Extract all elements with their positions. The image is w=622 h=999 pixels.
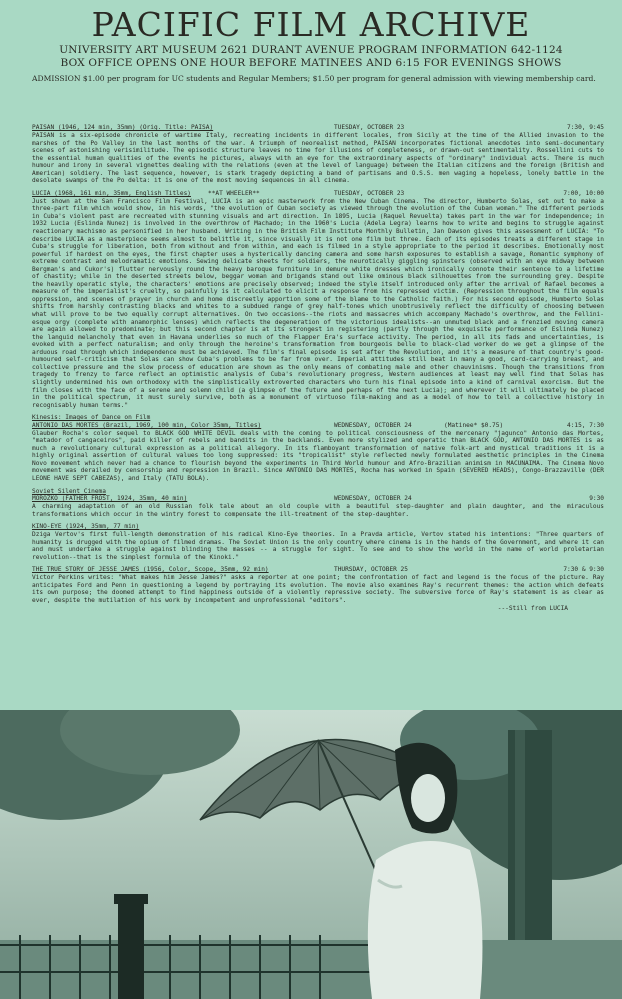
film-title: PAISAN (1946, 124 min, 35mm) (Orig. Title: PAISA) [32, 124, 214, 131]
film-description: Just shown at the San Francisco Film Festival, LUCIA is an epic masterwork from the New Cuban Cinema. The director, Humberto Solas, set out to make a three-part film which would show, in his words, "the evolution of Cuban society as viewed through the evolution of the Cuban woman." The different periods in Cuba's violent past are recreated with stunning visuals and art direction. In 1895, Lucia (Raquel Revuelta) takes part in the war for independence; in 1932 Lucia (Eslinda Nunez) is involved in the overthrow of Machado; in the 1960's Lucia (Adela Legra) learns how to write and begins to struggle against reactionary machismo as personified in her husband. Writing in the British Film Institute Monthly Bulletin, Jan Dawson gives this assessment of LUCIA: "To describe LUCIA as a masterpiece seems almost to belittle it, since visually it is not one film but three. Each of its episodes treats a different stage in Cuba's struggle for liberation, both from without and from within, and each is filmed in a style appropriate to the period it describes. Emotionally most powerful if hardest on the eyes, the first chapter uses a hysterically dancing camera and some harsh exposures to establish a savage, Romantic symphony of extreme contrast and melodramatic emotions. Sewing delicate sheets for soldiers, the neurotically giggling spinsters (observed with an eye midway between Bergman's and Cukor's) flutter nervously round the heavy baroque furniture in demure white dresses which ironically connote their sentence to a lifetime of chastity; while in the deserted streets below, beggar woman and brigands stand out like ominous black silhouettes from the surrounding grey. Despite the heavily operatic style, the characters' emotions are precisely observed; indeed the style itself introduced only after the arrival of Rafael becomes a measure of the imperialist's cruelty, so painfully is it calculated to elicit a response from his repressed victim. (Repression throughout the film equals oppression, and scenes of prayer in church and home discreetly apportion some of the blame to the Catholic faith.) For his second episode, Humberto Solas shifts from harshly contrasting blacks and whites to a subdued range of grey half-tones which unobtrusively reflect the difficulty of choosing between what will prove to be two equally corrupt alternatives. On two occasions--the riots and massacres which accompany Machado's overthrow, and the Fellini-esque orgy (complete with anamorphic lenses) which reflects the degeneration of the victorious idealists--an unmuted black and a frenzied moving camera are again allowed to predominate; but this second chapter is at its strongest in registering (partly through the exquisite performance of Eslinda Nunez) the languid melancholy that even in Havana underlies so much of the Flapper Era's surface activity. The period, in all its fads and uncertainties, is evoked with a perfect naturalism; and only through the heroine's transformation from bourgeois belle to black-clad worker do we get a glimpse of the arduous road through which independence must be achieved. The film's final episode is set after the Revolution, and it's a measure of that country's good-humoured self-criticism that Solas can show Cuba's problems to be far from over. Imperial attitudes still beat in many a good, card-carrying breast, and collective pressure and the slow process of education are shown as the only means of combating male and other chauvinisms. Though the transitions from tragedy to frenzy to farce reflect an optimistic analysis of Cuba's revolutionary progress, Western audiences at least may well find that Solas has slightly undermined his own orthodoxy with the simplistically extroverted characters who turn his final episode into a kind of carnival exorcism. But the film closes with the face of a serene and solemn child (a glimpse of the future and perhaps of the next Lucia); and wherever it will ultimately be placed in the political spectrum, it must surely survive, both as a monument of virtuoso film-making and as a model of how to tell a collective history in recognisably human terms." [32, 197, 604, 409]
masthead [0, 6, 622, 70]
film-description: Glauber Rocha's color sequel to BLACK GOD WHITE DEVIL deals with the coming to political consciousness of the mercenary "jagunco" Antonio das Mortes, "matador of cangaceiros", paid killer of rebels and bandits in the backlands. Even more stylized and operatic than BLACK GOD, ANTONIO DAS MORTES is as much a revolutionary cultural expression as a political allegory. In its flamboyant transformation of native folk-art and mystical traditions it is a highly original assertion of cultural values too long suppressed: its "tropicalist" style reflected newly formulated aesthetic principles in the Cinema Novo movement which never had a chance to flourish beyond the experiments in Third World humour and Afro-Brazilian animism in MACUNAIMA. The Cinema Novo movement was derailed by censorship and repression in Brazil. Since ANTONIO DAS MORTES, Rocha has worked in Spain (SEVERED HEADS), Congo-Brazzaville (DER LEONE HAVE SEPT CABEZAS), and Italy (TATU BOLA). [32, 429, 604, 482]
film-times: 9:30 [589, 495, 604, 503]
film-times: 7:00, 10:00 [563, 189, 604, 197]
film-entry-antonio-das-mortes [32, 414, 604, 482]
film-header [32, 523, 604, 531]
lucia-still-photo [0, 710, 622, 999]
photo-caption: ---Still from LUCIA [497, 604, 568, 612]
film-header [32, 422, 604, 430]
film-entry-lucia [32, 190, 604, 409]
film-date: TUESDAY, OCTOBER 23 [334, 124, 405, 131]
film-description: PAISAN is a six-episode chronicle of wartime Italy, recreating incidents in different locales, from Sicily at the time of the Allied invasion to the marshes of the Po Valley in the last months of the war. A triumph of neorealist method, PAISAN incorporates fictional anecdotes into semi-documentary scenes of astonishing verisimilitude. The episodic structure leaves no time for illusions of completeness, or drawn-out sentimentality. Rossellini cuts to the essential human qualities of the events he pictures, always with an eye for the extraordinary aspects of "ordinary" individual acts. There is much humour and irony in several vignettes dealing with the relations (even at the level of language) between the Italian citizens and the foreign (British and American) soldiery. The last sequence, however, is stark tragedy depicting a band of partisans and O.S.S. men waging a hopeless, lonely battle in the desolate swamps of the Po delta: it is one of the most moving sequences in all cinema. [32, 132, 604, 185]
film-description: Dziga Vertov's first full-length demonstration of his radical Kino-Eye theories. In a Pravda article, Vertov stated his intentions: "Three quarters of humanity is drugged with the opium of filmed dramas. The Soviet Union is the only country where cinema is in the hands of the Government, and where it can and must undertake a struggle against blinding the masses -- a struggle for sight. To see and to show the world in the name of world proletarian revolution--that is the simplest formula of the Kinoki." [32, 531, 604, 561]
film-entry-jesse-james [32, 566, 604, 612]
film-listings [32, 124, 604, 617]
venue-flag: **AT WHEELER** [208, 189, 260, 197]
film-entry-paisan [32, 124, 604, 185]
film-title: THE TRUE STORY OF JESSE JAMES (1956, Color, Scope, 35mm, 92 min) [32, 566, 269, 574]
film-times: 7:30 & 9:30 [563, 566, 604, 574]
series-heading: Kinesis: Images of Dance on Film [32, 414, 151, 422]
film-title: KINO-EYE (1924, 35mm, 77 min) [32, 523, 140, 531]
film-title: ANTONIO DAS MORTES (Brazil, 1969, 100 min, Color 35mm, Titles) [32, 421, 262, 429]
matinee-price: (Matinee* $0.75) [444, 421, 504, 429]
film-times: 4:15, 7:30 [567, 421, 604, 429]
film-date: WEDNESDAY, OCTOBER 24 [334, 495, 412, 503]
film-date: WEDNESDAY, OCTOBER 24 [334, 421, 412, 429]
film-header [32, 124, 604, 132]
page-title: PACIFIC FILM ARCHIVE [91, 5, 531, 44]
film-date: TUESDAY, OCTOBER 23 [334, 189, 405, 197]
film-description: A charming adaptation of an old Russian folk tale about an old couple with a beautiful step-daughter and plain daughter, and the miraculous transformations which occur in the wintry forest to compensate the ill-treatment of the step-daughter. [32, 503, 604, 518]
box-office-line: BOX OFFICE OPENS ONE HOUR BEFORE MATINEES AND 6:15 FOR EVENINGS SHOWS [60, 57, 562, 69]
address-line: UNIVERSITY ART MUSEUM 2621 DURANT AVENUE PROGRAM INFORMATION 642-1124 [59, 44, 563, 56]
film-date: THURSDAY, OCTOBER 25 [334, 566, 408, 574]
film-times: 7:30, 9:45 [567, 124, 604, 131]
film-entry-kino-eye [32, 523, 604, 561]
film-title: LUCIA (1968, 161 min, 35mm, English Titles) [32, 189, 191, 197]
admission-line: ADMISSION $1.00 per program for UC students and Regular Members; $1.50 per program for general admission with viewing membership card. [32, 74, 596, 83]
film-title: MOROZKO (FATHER FROST, 1924, 35mm, 40 min) [32, 495, 188, 503]
photo-still-image [0, 710, 622, 999]
film-header [32, 495, 604, 503]
film-description: Victor Perkins writes: "What makes him Jesse James?" asks a reporter at one point; the confrontation of fact and legend is the focus of the picture. Ray anticipates Ford and Penn in questioning a legend by portraying its evolution. The movie also examines Ray's recurrent themes: the action which defeats its own purpose; the doomed attempt to find happiness outside of a violently repressive society. The subversive force of Ray's statement is as clear as ever, despite the mutilation of his work by incompetent and unprofessional "editors". [32, 574, 604, 604]
series-heading: Soviet Silent Cinema [32, 487, 106, 495]
film-header [32, 566, 604, 574]
film-header [32, 190, 604, 198]
film-entry-morozko [32, 488, 604, 519]
